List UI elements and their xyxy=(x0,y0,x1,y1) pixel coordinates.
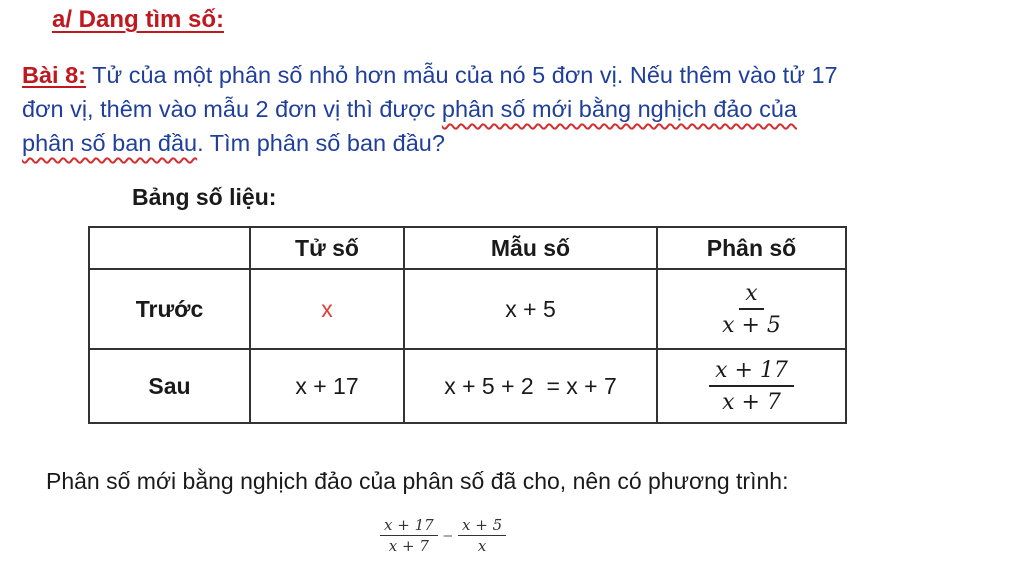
problem-line-3 xyxy=(22,126,1012,160)
conclusion-text: Phân số mới bằng nghịch đảo của phân số đã cho, nên có phương trình: xyxy=(46,468,789,494)
equation-left-fraction xyxy=(380,516,438,555)
equation-left-numerator: x + 17 xyxy=(380,516,438,536)
problem-text-1: Tử của một phân số nhỏ hơn mẫu của nó 5 đơn vị. Nếu thêm vào tử 17 xyxy=(86,62,838,88)
fraction-after-denominator: x + 7 xyxy=(722,389,781,415)
table-row-before xyxy=(89,269,846,349)
section-heading: a/ Dang tìm số: xyxy=(52,6,225,33)
problem-statement xyxy=(22,58,1012,160)
row-label-before: Trước xyxy=(89,269,250,349)
table-row-after xyxy=(89,349,846,423)
fraction-after xyxy=(709,358,794,415)
problem-tag: Bài 8: xyxy=(22,62,86,88)
problem-text-2: đơn vị, thêm vào mẫu 2 đơn vị thì được xyxy=(22,96,442,122)
cell-numerator-after: x + 17 xyxy=(250,349,404,423)
fraction-before-denominator: x + 5 xyxy=(722,312,781,338)
problem-underlined-2: phân số mới bằng nghịch đảo của xyxy=(441,96,797,122)
row-label-after: Sau xyxy=(89,349,250,423)
equation xyxy=(380,516,506,555)
problem-line-1 xyxy=(22,58,1012,92)
data-table xyxy=(88,226,847,424)
fraction-before-numerator: x xyxy=(739,281,763,310)
cell-denominator-before: x + 5 xyxy=(404,269,657,349)
table-title: Bảng số liệu: xyxy=(132,184,277,210)
equation-left-denominator: x + 7 xyxy=(388,537,429,555)
cell-fraction-after xyxy=(657,349,846,423)
cell-fraction-before xyxy=(657,269,846,349)
equation-right-numerator: x + 5 xyxy=(458,516,506,536)
problem-underlined-3: phân số ban đầu xyxy=(22,130,198,156)
header-fraction: Phân số xyxy=(657,227,846,269)
equation-right-denominator: x xyxy=(477,537,487,555)
equation-operator: – xyxy=(443,527,452,544)
table-header-row xyxy=(89,227,846,269)
header-denominator: Mẫu số xyxy=(404,227,657,269)
problem-text-3: . Tìm phân số ban đầu? xyxy=(197,130,445,156)
cell-numerator-before: x xyxy=(250,269,404,349)
fraction-before xyxy=(716,281,787,338)
cell-denominator-after: x + 5 + 2 = x + 7 xyxy=(404,349,657,423)
fraction-after-numerator: x + 17 xyxy=(709,358,794,387)
equation-right-fraction xyxy=(458,516,506,555)
header-empty xyxy=(89,227,250,269)
problem-line-2 xyxy=(22,92,1012,126)
header-numerator: Tử số xyxy=(250,227,404,269)
